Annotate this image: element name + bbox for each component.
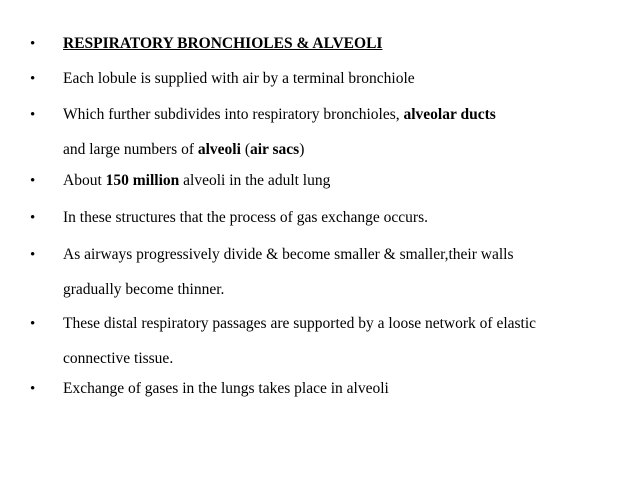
bullet-text-line-2: connective tissue. <box>63 350 174 367</box>
bold-term: alveoli <box>197 141 241 158</box>
bullet-text-line-2 <box>63 142 304 158</box>
bullet-dot: • <box>30 71 36 87</box>
bullet-text <box>63 173 330 189</box>
bold-term: 150 million <box>105 172 180 189</box>
bullet-dot: • <box>30 210 36 226</box>
bullet-text-line-2: gradually become thinner. <box>63 281 225 298</box>
bullet-text: Exchange of gases in the lungs takes place in alveoli <box>63 380 389 397</box>
bullet-dot: • <box>30 173 36 189</box>
text-run: and large numbers of <box>63 141 198 158</box>
bullet-dot: • <box>30 36 36 52</box>
bold-term: air sacs <box>249 141 300 158</box>
text-run: About <box>63 172 106 189</box>
bullet-text-line-1: As airways progressively divide & become smaller & smaller,their walls <box>63 246 514 263</box>
bullet-dot: • <box>30 381 36 397</box>
bullet-text-line-1: These distal respiratory passages are supported by a loose network of elastic <box>63 315 537 332</box>
bullet-text: Each lobule is supplied with air by a terminal bronchiole <box>63 70 415 87</box>
bullet-text-line-1 <box>63 107 496 123</box>
bullet-dot: • <box>30 316 36 332</box>
text-run: ( <box>240 141 250 158</box>
bullet-dot: • <box>30 247 36 263</box>
bold-term: alveolar ducts <box>403 106 496 123</box>
bullet-dot: • <box>30 107 36 123</box>
bullet-text: In these structures that the process of gas exchange occurs. <box>63 209 428 226</box>
text-run: alveoli in the adult lung <box>179 172 331 189</box>
section-heading: RESPIRATORY BRONCHIOLES & ALVEOLI <box>63 35 383 52</box>
text-run: ) <box>299 141 305 158</box>
text-run: Which further subdivides into respiratory bronchioles, <box>63 106 404 123</box>
